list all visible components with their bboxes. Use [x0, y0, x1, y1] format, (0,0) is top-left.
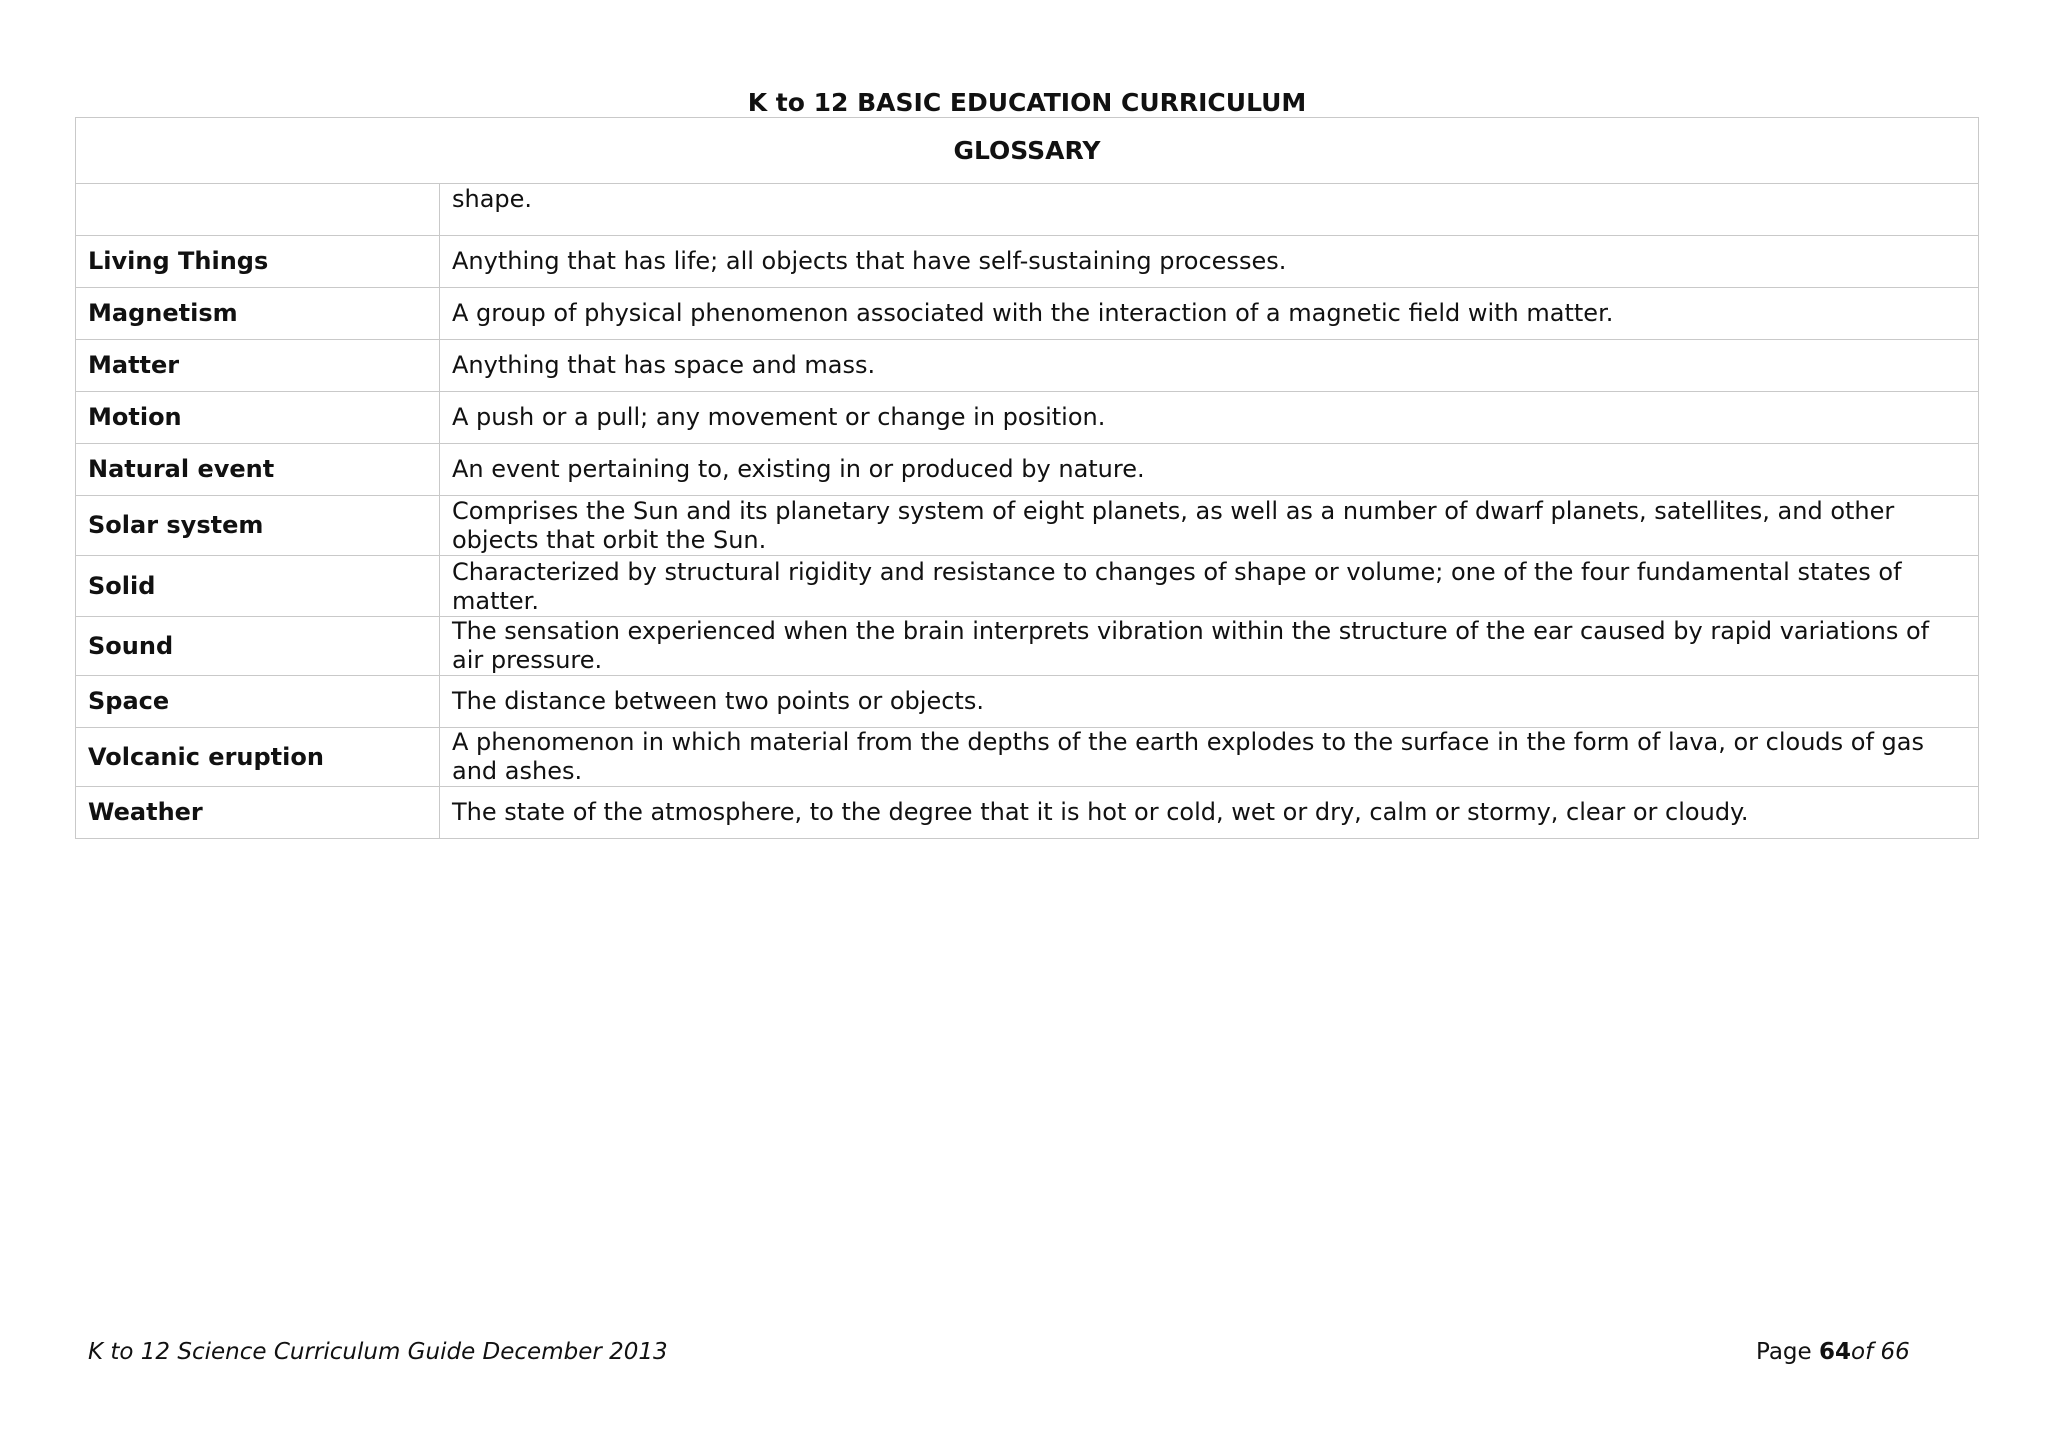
table-row [76, 288, 1979, 340]
table-row [76, 676, 1979, 728]
glossary-definition: Comprises the Sun and its planetary system of eight planets, as well as a number of dwarf planets, satellites, and other objects that orbit the Sun. [440, 496, 1979, 556]
glossary-term: Sound [76, 617, 440, 676]
glossary-definition: Characterized by structural rigidity and resistance to changes of shape or volume; one of the four fundamental states of matter. [440, 556, 1979, 617]
table-row [76, 236, 1979, 288]
glossary-definition: The distance between two points or objects. [440, 676, 1979, 728]
table-row [76, 496, 1979, 556]
glossary-term [76, 184, 440, 236]
glossary-definition: The state of the atmosphere, to the degree that it is hot or cold, wet or dry, calm or stormy, clear or cloudy. [440, 787, 1979, 839]
document-title: K to 12 BASIC EDUCATION CURRICULUM [747, 88, 1307, 117]
glossary-term: Volcanic eruption [76, 728, 440, 787]
page-indicator [1756, 1338, 1910, 1366]
table-row [76, 444, 1979, 496]
glossary-definition: A phenomenon in which material from the depths of the earth explodes to the surface in the form of lava, or clouds of gas and ashes. [440, 728, 1979, 787]
glossary-heading: GLOSSARY [76, 118, 1979, 184]
table-row [76, 787, 1979, 839]
glossary-term: Matter [76, 340, 440, 392]
table-row [76, 340, 1979, 392]
page-label: Page [1756, 1339, 1819, 1365]
glossary-term: Magnetism [76, 288, 440, 340]
glossary-header-row [76, 118, 1979, 184]
table-row [76, 392, 1979, 444]
glossary-term: Weather [76, 787, 440, 839]
glossary-term: Living Things [76, 236, 440, 288]
table-row [76, 617, 1979, 676]
glossary-definition: A group of physical phenomenon associated with the interaction of a magnetic field with matter. [440, 288, 1979, 340]
page-total: of 66 [1851, 1339, 1910, 1365]
glossary-definition: The sensation experienced when the brain interprets vibration within the structure of the ear caused by rapid variations of air pressure. [440, 617, 1979, 676]
table-row [76, 184, 1979, 236]
glossary-term: Natural event [76, 444, 440, 496]
glossary-definition: shape. [440, 184, 1979, 236]
glossary-term: Solar system [76, 496, 440, 556]
footer-guide-title: K to 12 Science Curriculum Guide December 2013 [88, 1339, 668, 1365]
glossary-definition: Anything that has life; all objects that have self-sustaining processes. [440, 236, 1979, 288]
glossary-term: Space [76, 676, 440, 728]
table-row [76, 556, 1979, 617]
glossary-table [75, 117, 1979, 839]
glossary-definition: Anything that has space and mass. [440, 340, 1979, 392]
table-row [76, 728, 1979, 787]
glossary-definition: An event pertaining to, existing in or produced by nature. [440, 444, 1979, 496]
page-number: 64 [1819, 1339, 1852, 1365]
glossary-term: Motion [76, 392, 440, 444]
glossary-definition: A push or a pull; any movement or change in position. [440, 392, 1979, 444]
glossary-term: Solid [76, 556, 440, 617]
